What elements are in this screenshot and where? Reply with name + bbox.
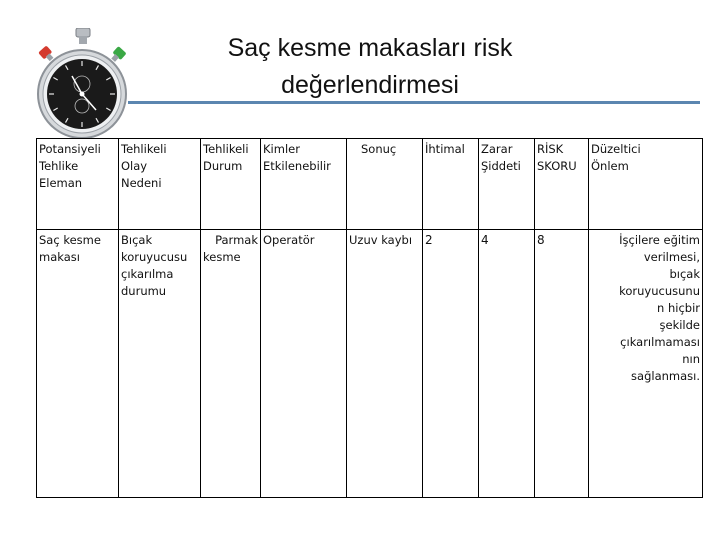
table-row xyxy=(37,230,703,498)
cell-probability: 2 xyxy=(423,230,479,498)
slide-title xyxy=(150,30,590,104)
risk-assessment-table xyxy=(36,138,703,498)
cell-corrective-action: İşçilere eğitim verilmesi, bıçak koruyucusunu n hiçbir şekilde çıkarılmaması nın sağlanması. xyxy=(589,230,703,498)
cell-result: Uzuv kaybı xyxy=(347,230,417,498)
cell-severity: 4 xyxy=(479,230,535,498)
slide-title-line-2: değerlendirmesi xyxy=(281,71,459,99)
stopwatch-icon xyxy=(30,28,135,140)
header-hazardous-condition: Tehlikeli Durum xyxy=(201,139,261,230)
header-corrective-action: Düzeltici Önlem xyxy=(589,139,703,230)
table-header-row xyxy=(37,139,703,230)
header-probability: İhtimal xyxy=(423,139,479,230)
title-divider xyxy=(128,101,700,104)
header-severity: Zarar Şiddeti xyxy=(479,139,535,230)
slide-title-line-1: Saç kesme makasları risk xyxy=(227,34,513,62)
header-hazardous-event: Tehlikeli Olay Nedeni xyxy=(119,139,201,230)
cell-potential-hazard: Saç kesme makası xyxy=(37,230,119,498)
cell-hazardous-condition: Parmak kesme xyxy=(201,230,261,498)
header-result: Sonuç xyxy=(347,139,417,230)
cell-who-affected: Operatör xyxy=(261,230,347,498)
header-risk-score: RİSK SKORU xyxy=(535,139,589,230)
header-who-affected: Kimler Etkilenebilir xyxy=(261,139,347,230)
header-potential-hazard: Potansiyeli Tehlike Eleman xyxy=(37,139,119,230)
cell-hazardous-event: Bıçak koruyucusu çıkarılma durumu xyxy=(119,230,201,498)
cell-risk-score: 8 xyxy=(535,230,589,498)
